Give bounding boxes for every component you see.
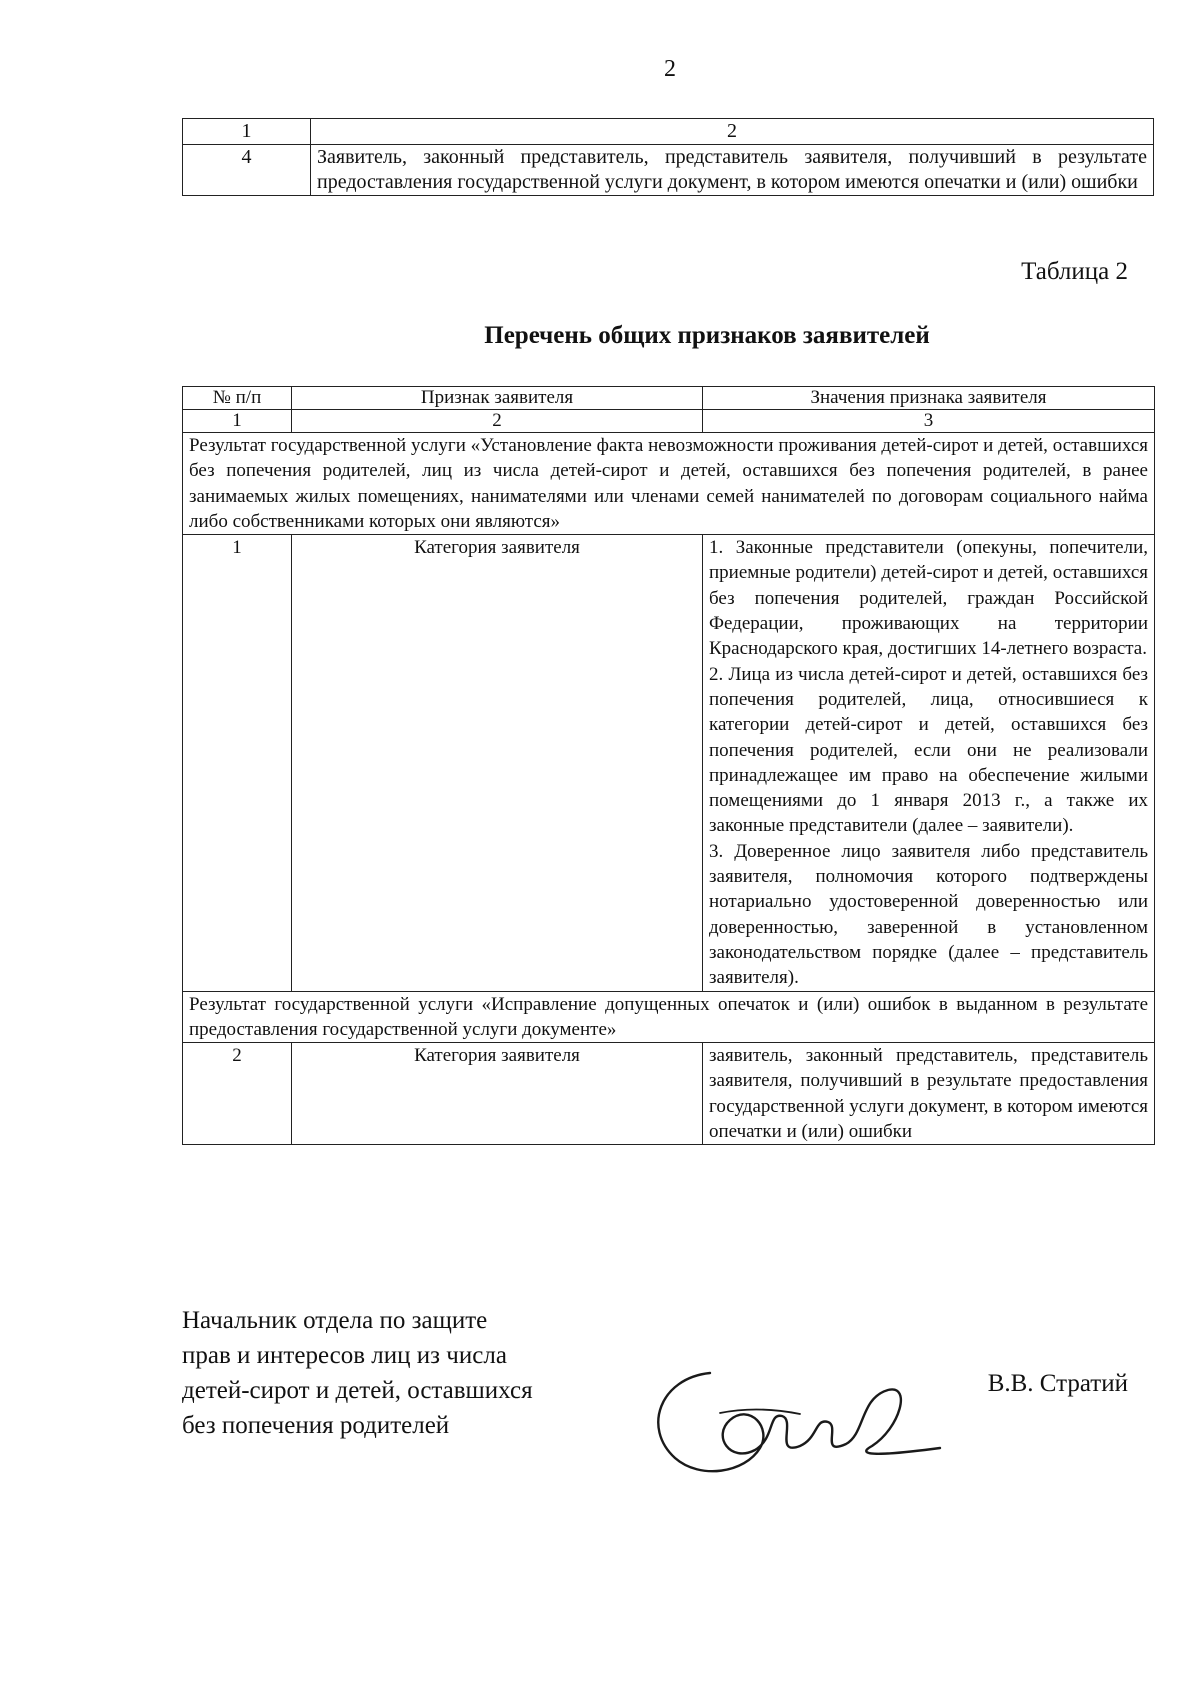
position-line: детей-сирот и детей, оставшихся [182,1377,533,1404]
row-sign: Категория заявителя [292,535,703,991]
signatory-position [182,1303,533,1443]
header-number: № п/п [183,387,292,410]
row-text: Заявитель, законный представитель, представитель заявителя, получивший в результате предоставления государственной услуги документ, в котором имеются опечатки и (или) ошибки [311,145,1154,196]
row-value: заявитель, законный представитель, представитель заявителя, получивший в результате предоставления государственной услуги документ, в котором имеются опечатки и (или) ошибки [703,1043,1155,1145]
position-line: прав и интересов лиц из числа [182,1342,507,1369]
table-row [183,145,1154,196]
value-paragraph: 2. Лица из числа детей-сирот и детей, оставшихся без попечения родителей, лица, относившиеся к категории детей-сирот и детей, оставшихся без попечения родителей, если они не реализовали принадлежащее им право на обеспечение жилыми помещениями до 1 января 2013 г., а также их законные представители (далее – заявители). [709,663,1148,837]
header-cell: 2 [311,119,1154,145]
row-number: 4 [183,145,311,196]
column-number: 1 [183,410,292,433]
table-header-row [183,387,1155,410]
row-number: 1 [183,535,292,991]
table-header-row [183,119,1154,145]
row-sign: Категория заявителя [292,1043,703,1145]
section2-title: Результат государственной услуги «Исправление допущенных опечаток и (или) ошибок в выданном в результате предоставления государственной услуги документе» [183,991,1155,1043]
section-title-row [183,433,1155,535]
table-row [183,535,1155,991]
applicant-features-table [182,386,1155,1145]
table-caption: Таблица 2 [1021,258,1128,285]
position-line: без попечения родителей [182,1412,450,1439]
header-cell: 1 [183,119,311,145]
header-sign: Признак заявителя [292,387,703,410]
table-numbering-row [183,410,1155,433]
position-line: Начальник отдела по защите [182,1307,488,1334]
signature-graphic [650,1358,950,1488]
value-paragraph: 1. Законные представители (опекуны, попечители, приемные родители) детей-сирот и детей, оставшихся без попечения родителей, граждан Российской Федерации, проживающих на территории Краснодарского края, достигших 14-летнего возраста. [709,537,1148,660]
column-number: 2 [292,410,703,433]
column-number: 3 [703,410,1155,433]
table-row [183,1043,1155,1145]
table-title: Перечень общих признаков заявителей [484,322,930,349]
section-title-row [183,991,1155,1043]
page-number: 2 [664,56,676,82]
section1-title: Результат государственной услуги «Установление факта невозможности проживания детей-сирот и детей, оставшихся без попечения родителей, лиц из числа детей-сирот и детей, оставшихся без попечения родителей, в ранее занимаемых жилых помещениях, нанимателями или членами семей нанимателей по договорам социального найма либо собственниками которых они являются» [183,433,1155,535]
row-values [703,535,1155,991]
value-paragraph: 3. Доверенное лицо заявителя либо представитель заявителя, полномочия которого подтверждены нотариально удостоверенной доверенностью или доверенностью, заверенной в установленном законодательством порядке (далее – представитель заявителя). [709,840,1148,989]
row-number: 2 [183,1043,292,1145]
header-values: Значения признака заявителя [703,387,1155,410]
signer-name: В.В. Стратий [987,1370,1128,1397]
continuation-table [182,118,1154,196]
